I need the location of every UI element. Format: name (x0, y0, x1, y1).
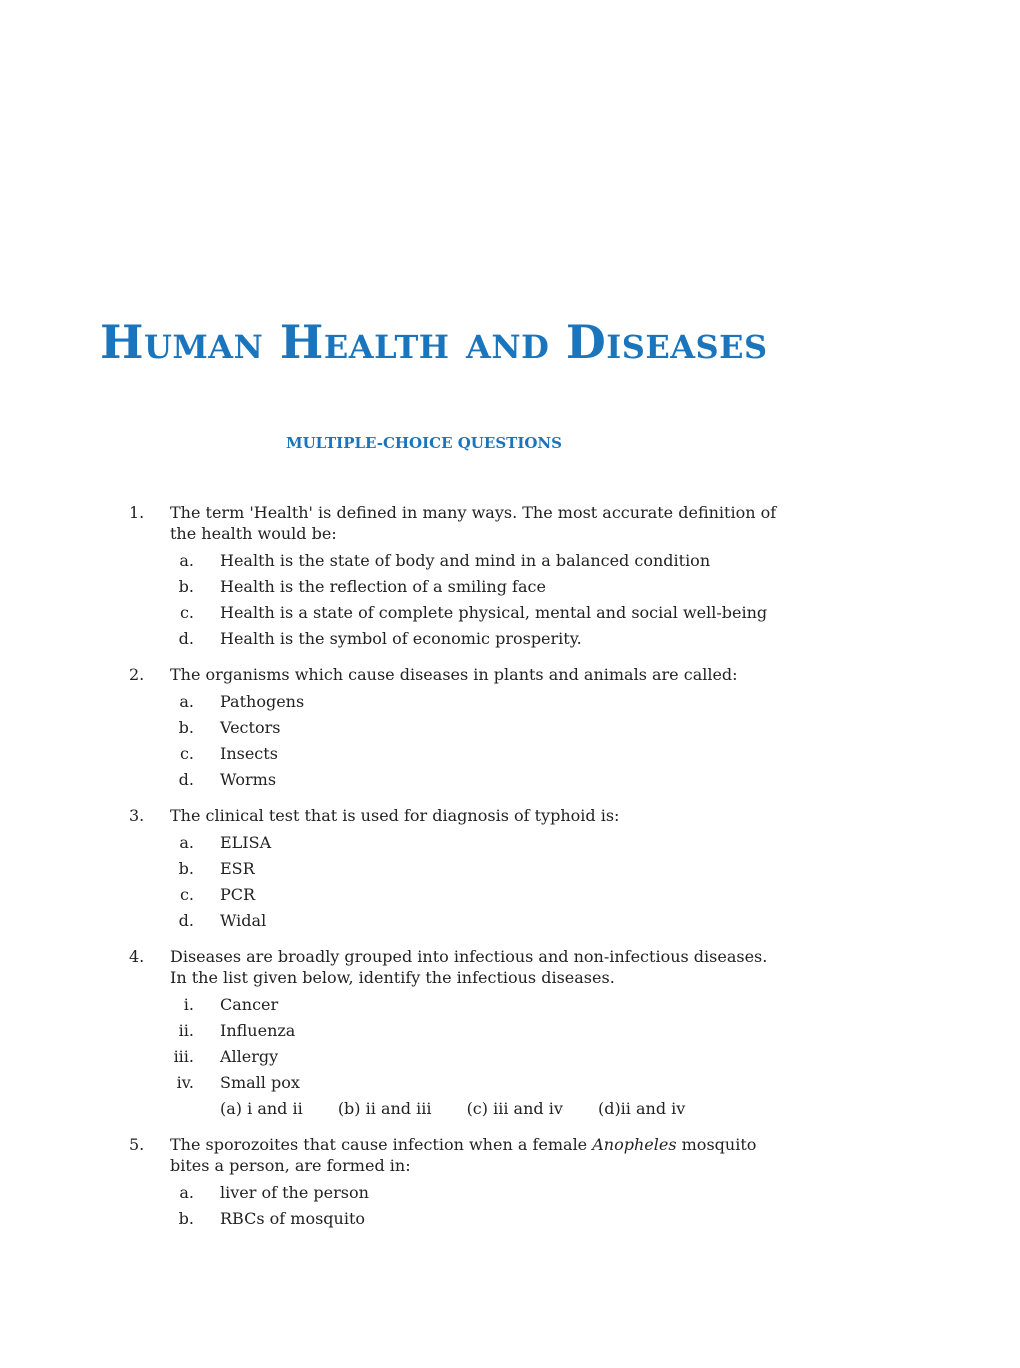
option-text: Allergy (220, 1047, 279, 1066)
question-number: 3. (129, 806, 145, 825)
option (170, 1070, 780, 1096)
option-text: ESR (220, 859, 255, 878)
option-text: RBCs of mosquito (220, 1209, 366, 1228)
option-label: a. (179, 1183, 194, 1202)
option-text: liver of the person (220, 1183, 369, 1202)
option-label: b. (178, 577, 194, 596)
option-label: b. (178, 859, 194, 878)
question-4 (120, 946, 780, 1122)
option-label: d. (178, 770, 194, 789)
option-text: PCR (220, 885, 256, 904)
option (170, 1206, 780, 1232)
option-text: Health is the symbol of economic prosperity. (220, 629, 582, 648)
option-text: Influenza (220, 1021, 296, 1040)
option-label: a. (179, 692, 194, 711)
option-label: c. (179, 744, 194, 763)
option-label: i. (183, 995, 194, 1014)
option-label: b. (178, 718, 194, 737)
question-number: 5. (129, 1135, 145, 1154)
option-label: iv. (176, 1073, 194, 1092)
option-text: Cancer (220, 995, 279, 1014)
option-label: c. (179, 603, 194, 622)
question-text-part: mosquito bites a person, are formed in: (170, 1135, 757, 1175)
option-text: Worms (220, 770, 277, 789)
chapter-title: Human Health and Diseases (100, 315, 768, 369)
question-text: The term 'Health' is defined in many ways. The most accurate definition of the health would be: (170, 503, 777, 543)
option (170, 992, 780, 1018)
option (170, 856, 780, 882)
question-number: 4. (129, 947, 145, 966)
question-1 (120, 502, 780, 652)
option-text: Health is the state of body and mind in a balanced condition (220, 551, 711, 570)
question-text-part: The sporozoites that cause infection when a female (170, 1135, 593, 1154)
question-text: The organisms which cause diseases in plants and animals are called: (170, 665, 738, 684)
option (170, 741, 780, 767)
question-5 (120, 1134, 780, 1232)
option-label: d. (178, 629, 194, 648)
option-text: Insects (220, 744, 278, 763)
option-label: a. (179, 551, 194, 570)
option-text: ELISA (220, 833, 272, 852)
answer-choice: (b) ii and iii (337, 1099, 432, 1118)
question-number: 2. (129, 665, 145, 684)
option (170, 689, 780, 715)
option-label: a. (179, 833, 194, 852)
question-list (120, 502, 780, 1244)
option-text: Health is a state of complete physical, mental and social well-being (220, 603, 768, 622)
option-text: Vectors (220, 718, 281, 737)
option-label: b. (178, 1209, 194, 1228)
question-number: 1. (129, 503, 145, 522)
answer-choice: (c) iii and iv (466, 1099, 563, 1118)
section-heading: MULTIPLE-CHOICE QUESTIONS (286, 434, 562, 452)
option (170, 1180, 780, 1206)
option (170, 600, 780, 626)
option-label: iii. (173, 1047, 194, 1066)
option-label: ii. (178, 1021, 194, 1040)
option (170, 1018, 780, 1044)
option (170, 715, 780, 741)
question-text (170, 1134, 780, 1176)
option-text: Health is the reflection of a smiling face (220, 577, 546, 596)
answer-choice: (a) i and ii (220, 1099, 303, 1118)
option-label: d. (178, 911, 194, 930)
question-3 (120, 805, 780, 934)
option (170, 908, 780, 934)
question-2 (120, 664, 780, 793)
option-text: Small pox (220, 1073, 300, 1092)
option-text: Widal (220, 911, 267, 930)
question-text: The clinical test that is used for diagnosis of typhoid is: (170, 806, 620, 825)
option-text: Pathogens (220, 692, 305, 711)
option (170, 574, 780, 600)
question-text: Diseases are broadly grouped into infectious and non-infectious diseases. In the list given below, identify the infectious diseases. (170, 947, 768, 987)
option (170, 882, 780, 908)
species-name: Anopheles (592, 1135, 677, 1154)
option (170, 830, 780, 856)
answer-choice: (d)ii and iv (597, 1099, 686, 1118)
answer-choices (170, 1096, 780, 1122)
option (170, 548, 780, 574)
option-label: c. (179, 885, 194, 904)
option (170, 767, 780, 793)
option (170, 1044, 780, 1070)
option (170, 626, 780, 652)
